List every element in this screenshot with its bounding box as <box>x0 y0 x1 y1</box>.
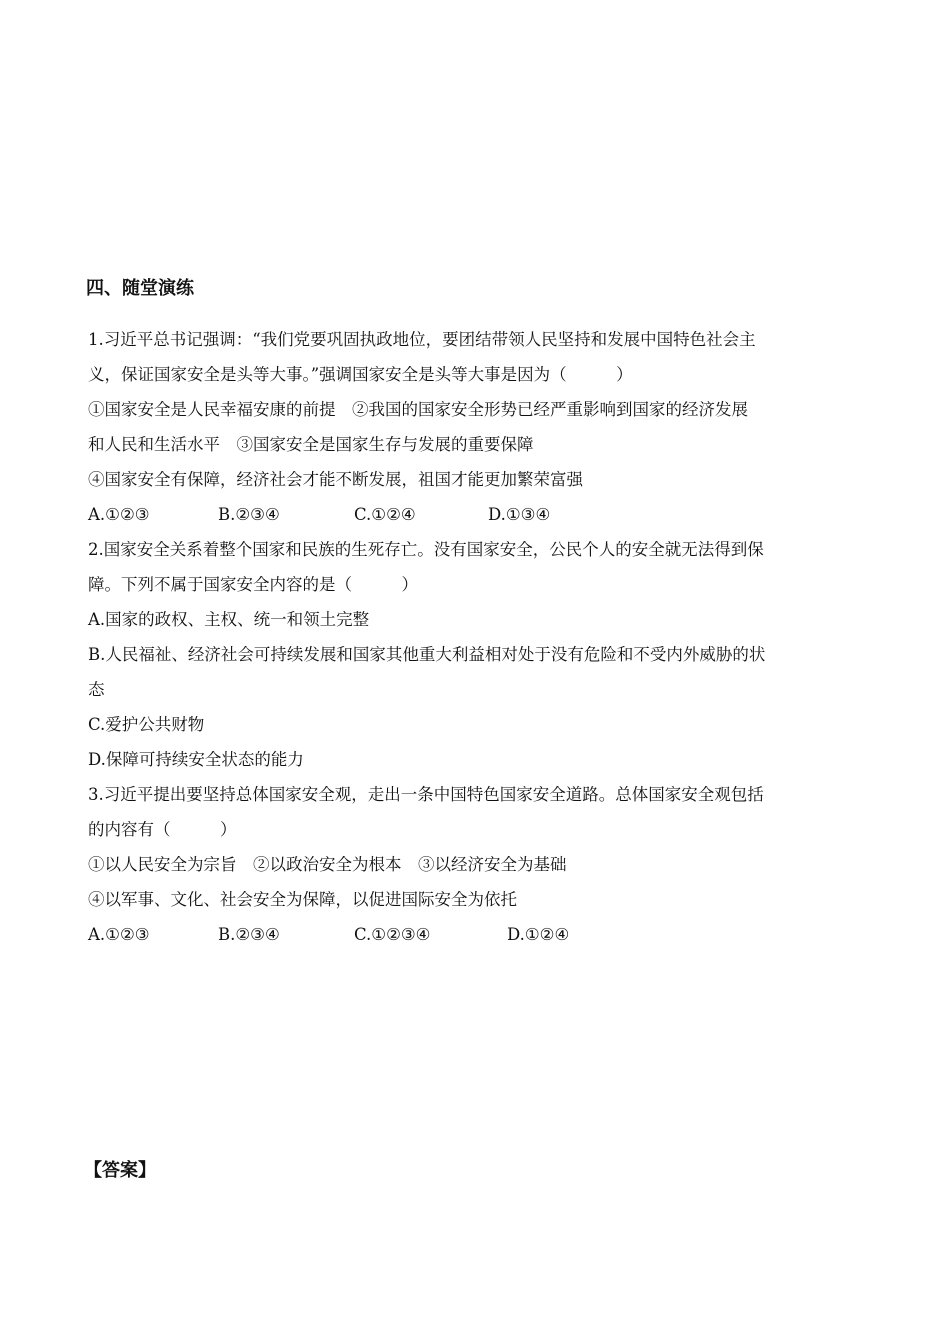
q2-option-c: C.爱护公共财物 <box>88 715 205 734</box>
q1-item-line-1: ①国家安全是人民幸福安康的前提 ②我国的国家安全形势已经严重影响到国家的经济发展 <box>88 400 748 419</box>
exercise-content <box>88 322 868 952</box>
q2-stem-line-1: 2.国家安全关系着整个国家和民族的生死存亡。没有国家安全，公民个人的安全就无法得到保 <box>88 540 764 559</box>
q1-stem-line-2: 义，保证国家安全是头等大事。”强调国家安全是头等大事是因为（ ） <box>88 365 633 384</box>
q3-option-d: D.①②④ <box>507 925 570 944</box>
q2-option-b-line-1: B.人民福祉、经济社会可持续发展和国家其他重大利益相对处于没有危险和不受内外威胁的状 <box>88 645 766 664</box>
q1-option-a: A.①②③ <box>88 505 150 524</box>
q2-option-b-line-2: 态 <box>88 680 105 699</box>
q1-stem-line-1: 1.习近平总书记强调：“我们党要巩固执政地位，要团结带领人民坚持和发展中国特色社会主 <box>88 330 756 349</box>
q3-option-a: A.①②③ <box>88 925 150 944</box>
q3-options <box>88 917 868 952</box>
q2-option-a: A.国家的政权、主权、统一和领土完整 <box>88 610 370 629</box>
q3-item-line-2: ④以军事、文化、社会安全为保障，以促进国际安全为依托 <box>88 890 517 909</box>
q1-option-b: B.②③④ <box>218 505 280 524</box>
q1-item-line-2: 和人民和生活水平 ③国家安全是国家生存与发展的重要保障 <box>88 435 534 454</box>
q3-option-c: C.①②③④ <box>354 925 431 944</box>
question-3 <box>88 777 868 952</box>
q2-stem-line-2: 障。下列不属于国家安全内容的是（ ） <box>88 575 418 594</box>
q1-option-d: D.①③④ <box>488 505 551 524</box>
q1-item-line-3: ④国家安全有保障，经济社会才能不断发展，祖国才能更加繁荣富强 <box>88 470 583 489</box>
answer-heading: 【答案】 <box>84 1160 156 1181</box>
q3-stem-line-1: 3.习近平提出要坚持总体国家安全观，走出一条中国特色国家安全道路。总体国家安全观包括 <box>88 785 764 804</box>
q3-option-b: B.②③④ <box>218 925 280 944</box>
question-2 <box>88 532 868 777</box>
q2-option-d: D.保障可持续安全状态的能力 <box>88 750 304 769</box>
question-1 <box>88 322 868 532</box>
section-title: 四、随堂演练 <box>86 278 194 299</box>
q3-item-line-1: ①以人民安全为宗旨 ②以政治安全为根本 ③以经济安全为基础 <box>88 855 567 874</box>
q1-option-c: C.①②④ <box>354 505 416 524</box>
q1-options <box>88 497 868 532</box>
q3-stem-line-2: 的内容有（ ） <box>88 820 237 839</box>
